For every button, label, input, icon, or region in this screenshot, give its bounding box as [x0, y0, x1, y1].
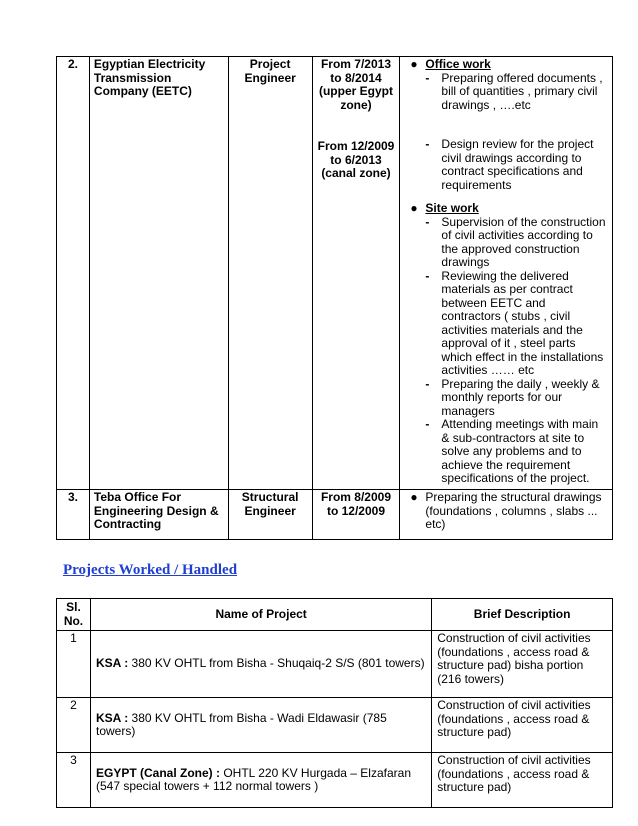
period: From 7/2013 to 8/2014 (upper Egypt zone) — [318, 57, 393, 112]
project-description: Construction of civil activities (foundations , access road & structure pad) bisha portion (216 towers) — [432, 631, 613, 698]
header-brief-description: Brief Description — [432, 599, 613, 631]
project-number: 3 — [57, 753, 91, 808]
header-name-of-project: Name of Project — [90, 599, 431, 631]
duties — [400, 57, 613, 490]
list-item: - Supervision of the construction of civil activities according to the approved construction drawings — [425, 214, 606, 269]
project-number: 2 — [57, 698, 91, 753]
position: Structural Engineer — [228, 490, 312, 540]
table-row — [57, 631, 613, 698]
position: Project Engineer — [228, 57, 312, 490]
period: From 8/2009 to 12/2009 — [312, 490, 400, 540]
project-description: Construction of civil activities (foundations , access road & structure pad) — [432, 698, 613, 753]
list-item: - Preparing offered documents , bill of quantities , primary civil drawings , ….etc — [425, 70, 603, 112]
project-name: KSA : 380 KV OHTL from Bisha - Shuqaiq-2 S/S (801 towers) — [90, 631, 431, 698]
list-item: - Attending meetings with main & sub-contractors at site to solve any problems and to achieve the requirement specifications of the project. — [425, 417, 599, 485]
list-item: - Reviewing the delivered materials as per contract between EETC and contractors ( stubs , civil activities materials and the approval of it , steel parts which effect in the installations activities …… etc — [425, 268, 604, 377]
organization: Egyptian Electricity Transmission Company (EETC) — [89, 57, 228, 490]
experience-table — [56, 56, 613, 540]
row-number: 2. — [57, 57, 90, 490]
table-row — [57, 698, 613, 753]
period: From 12/2009 to 6/2013 (canal zone) — [317, 139, 395, 180]
header-sl-no: Sl. No. — [57, 599, 91, 631]
duties — [400, 490, 613, 540]
duty-heading: ● Office work — [410, 57, 491, 71]
project-number: 1 — [57, 631, 91, 698]
duty-heading: ● Site work — [410, 201, 479, 215]
project-name: EGYPT (Canal Zone) : OHTL 220 KV Hurgada – Elzafaran (547 special towers + 112 normal towers ) — [90, 753, 431, 808]
organization: Teba Office For Engineering Design & Contracting — [89, 490, 228, 540]
projects-table — [56, 598, 613, 808]
list-item: ● Preparing the structural drawings (foundations , columns , slabs ... etc) — [410, 490, 602, 531]
bullet-icon: ● — [410, 490, 418, 504]
table-header-row — [57, 599, 613, 631]
section-title: Projects Worked / Handled — [63, 562, 238, 578]
bullet-icon: ● — [410, 57, 418, 71]
table-row — [57, 490, 613, 540]
bullet-icon: ● — [410, 201, 418, 215]
table-row — [57, 753, 613, 808]
list-item: - Preparing the daily , weekly & monthly reports for our managers — [425, 376, 600, 418]
table-row — [57, 57, 613, 490]
project-description: Construction of civil activities (foundations , access road & structure pad) — [432, 753, 613, 808]
project-name: KSA : 380 KV OHTL from Bisha - Wadi Eldawasir (785 towers) — [90, 698, 431, 753]
periods — [312, 57, 400, 490]
row-number: 3. — [57, 490, 90, 540]
list-item: - Design review for the project civil drawings according to contract specifications and requirements — [425, 137, 594, 192]
